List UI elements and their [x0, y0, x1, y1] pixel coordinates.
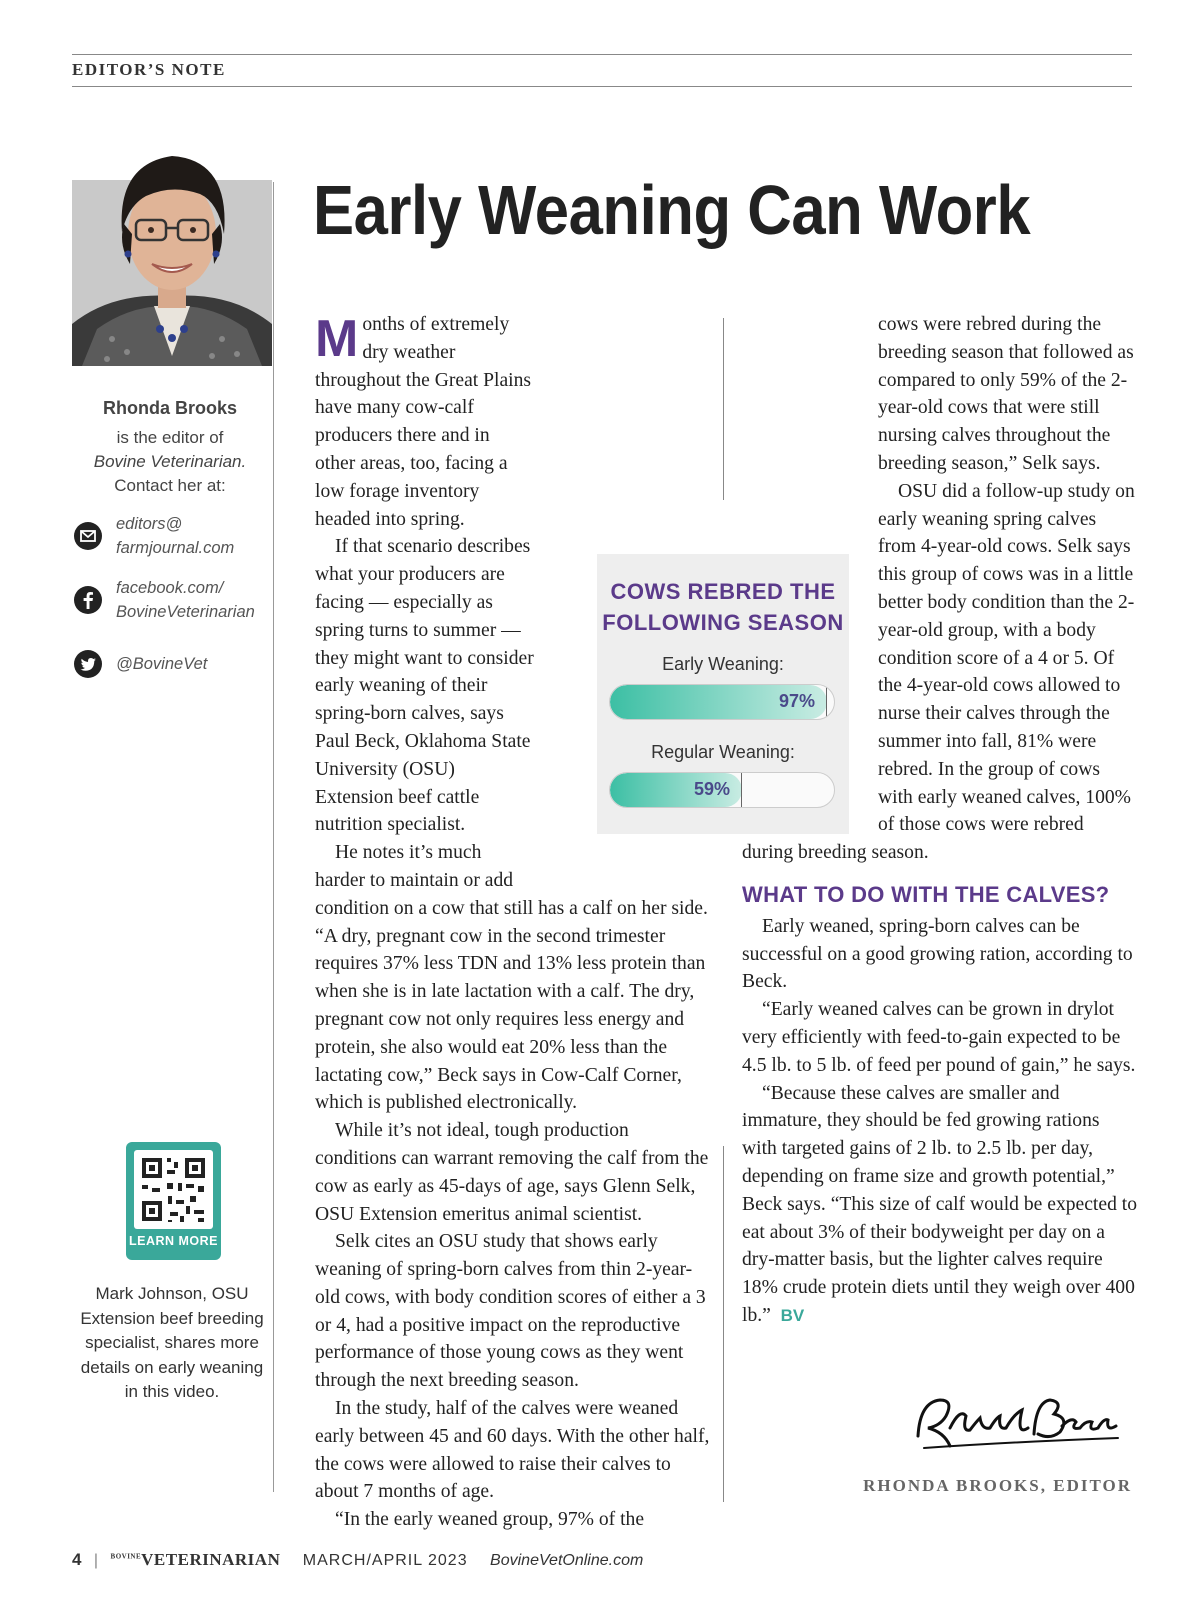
qr-code-learn-more[interactable]: [126, 1142, 221, 1260]
sidebar-divider: [273, 182, 274, 1492]
regular-weaning-label: Regular Weaning:: [651, 742, 795, 762]
paragraph-2: If that scenario describes what your producers are facing — especially as spring turns to summer — they might want to consider early weaning of their spring-born calves, says Paul Beck, Oklahoma State University (OSU) Extension beef cattle nutrition specialist.: [315, 536, 534, 836]
early-weaning-bar-marker: [826, 685, 827, 719]
author-name: Rhonda Brooks: [102, 398, 237, 418]
editor-signature: [910, 1388, 1130, 1458]
qr-code-icon: [134, 1150, 213, 1229]
regular-weaning-bar-marker: [741, 773, 742, 807]
page-number: 4: [72, 1550, 82, 1569]
drop-cap: M: [315, 310, 359, 368]
column-divider-bottom: [723, 1146, 724, 1502]
author-intro-line3: Contact her at:: [114, 476, 226, 495]
early-weaning-value: 97%: [779, 691, 816, 711]
paragraph-4: While it’s not ideal, tough production conditions can warrant removing the calf from the cow as early as 45-days of age, says Glenn Selk, OSU Extension emeritus animal scientist.: [315, 1120, 709, 1225]
author-intro: [72, 426, 268, 498]
infobox-title-line2: FOLLOWING SEASON: [602, 610, 844, 635]
paragraph-3: He notes it’s much harder to maintain or add condition on a cow that still has a calf on her side. “A dry, pregnant cow in the second trimester requires 37% less TDN and 13% less protein than when she is in late lactation with a calf. The dry, pregnant cow not only requires less energy and protein, she also would eat 20% less than the lactating cow,” Beck says in Cow-Calf Corner, which is published electronically.: [315, 842, 708, 1114]
footer-separator: |: [93, 1552, 99, 1569]
issue-date: MARCH/APRIL 2023: [302, 1552, 468, 1569]
paragraph-10: “Early weaned calves can be grown in drylot very efficiently with feed-to-gain expected to be 4.5 lb. to 5 lb. of feed per pound of gain,” he says.: [742, 999, 1136, 1076]
contact-email[interactable]: [72, 512, 272, 564]
twitter-handle: @BovineVet: [116, 655, 208, 673]
regular-weaning-bar: [609, 772, 835, 808]
magazine-logo-small: BOVINE: [110, 1552, 142, 1561]
paragraph-1: onths of extremely dry weather throughout the Great Plains have many cow-calf producers there and in other areas, too, facing a low forage inventory headed into spring.: [315, 314, 532, 530]
infobox-title: [597, 576, 849, 638]
twitter-icon: [74, 650, 102, 678]
article-column-1: [315, 311, 710, 1534]
author-photo: [72, 124, 272, 366]
email-line1: editors@: [116, 515, 183, 533]
website-link[interactable]: BovineVetOnline.com: [490, 1552, 644, 1569]
editor-signature-name: RHONDA BROOKS, EDITOR: [863, 1476, 1132, 1495]
qr-label: LEARN MORE: [128, 1234, 219, 1248]
magazine-logo: [111, 1550, 281, 1569]
paragraph-8: OSU did a follow-up study on early weaning spring calves from 4-year-old cows. Selk says this group of cows was in a little better body condition than the 2-year-old group, with a body condition score of a 4 or 5. Of the 4-year-old cows allowed to nurse their calves through the summer into fall, 81% were rebred. In the group of cows with early weaned calves, 100% of those cows were rebred during breeding season.: [742, 480, 1135, 864]
facebook-line1: facebook.com/: [116, 579, 224, 597]
qr-caption: Mark Johnson, OSU Extension beef breeding specialist, shares more details on early weaning in this video.: [80, 1284, 264, 1401]
facebook-line2: BovineVeterinarian: [116, 603, 255, 621]
paragraph-7: cows were rebred during the breeding season that followed as compared to only 59% of the 2-year-old cows that were still nursing calves throughout the breeding season,” Selk says.: [878, 314, 1134, 474]
infobox-title-line1: COWS REBRED THE: [610, 579, 836, 604]
author-intro-line2: Bovine Veterinarian.: [93, 452, 247, 471]
facebook-icon: [74, 586, 102, 614]
header-rule-top: [72, 54, 1132, 55]
subheading: WHAT TO DO WITH THE CALVES?: [742, 881, 1110, 907]
paragraph-5: Selk cites an OSU study that shows early weaning of spring-born calves from thin 2-year-old cows, with body condition scores of either a 3 or 4, had a positive impact on the reproductive performance of those young cows as they went through the next breeding season.: [315, 1231, 706, 1392]
contact-twitter[interactable]: [72, 650, 272, 680]
magazine-logo-text: VETERINARIAN: [141, 1550, 281, 1569]
paragraph-6: In the study, half of the calves were weaned early between 45 and 60 days. With the other half, the cows were allowed to raise their calves to about 7 months of age.: [315, 1398, 710, 1503]
regular-weaning-value: 59%: [694, 779, 731, 799]
rebreeding-infobox: [597, 554, 849, 834]
page-footer: [72, 1550, 643, 1570]
paragraph-9: Early weaned, spring-born calves can be successful on a good growing ration, according to Beck.: [742, 915, 1133, 993]
section-label: EDITOR’S NOTE: [72, 60, 226, 79]
email-line2: farmjournal.com: [116, 539, 235, 557]
email-icon: [74, 522, 102, 550]
early-weaning-label: Early Weaning:: [662, 654, 784, 674]
column-divider-top: [723, 318, 724, 500]
header-rule-bottom: [72, 86, 1132, 87]
paragraph-7-start: “In the early weaned group, 97% of the: [335, 1509, 645, 1531]
contact-facebook[interactable]: [72, 576, 272, 628]
early-weaning-bar: [609, 684, 835, 720]
page-title: Early Weaning Can Work: [313, 171, 1031, 249]
paragraph-11: “Because these calves are smaller and immature, they should be fed growing rations with targeted gains of 2 lb. to 2.5 lb. per day, depending on frame size and growth potential,” Beck says. “This size of calf would be expected to eat about 3% of their bodyweight per day on a dry-matter basis, but the lighter calves require 18% crude protein diets until they weigh over 400 lb.”: [742, 1082, 1138, 1326]
author-intro-line1: is the editor of: [116, 428, 224, 447]
end-mark: BV: [780, 1305, 805, 1325]
